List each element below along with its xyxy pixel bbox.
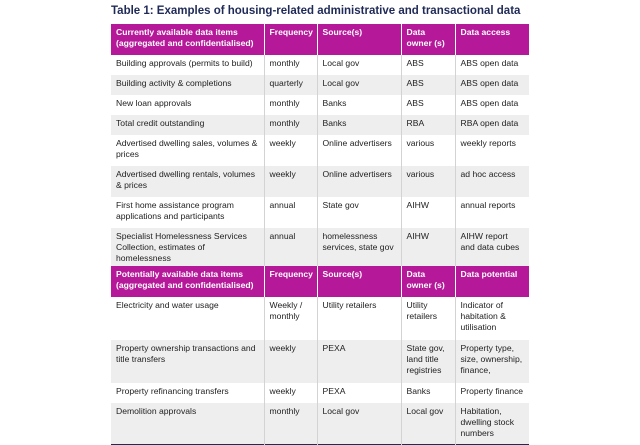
cell-frequency: weekly	[264, 135, 317, 166]
cell-owner: AIHW	[401, 197, 455, 228]
cell-access: ad hoc access	[455, 166, 529, 197]
cell-owner: Local gov	[401, 403, 455, 445]
housing-data-table	[111, 24, 529, 445]
cell-source: State gov	[317, 197, 401, 228]
cell-owner: RBA	[401, 115, 455, 135]
cell-item: Electricity and water usage	[111, 297, 264, 340]
header-cell-items: Potentially available data items (aggregated and confidentialised)	[111, 266, 264, 297]
cell-source: Local gov	[317, 403, 401, 445]
cell-frequency: weekly	[264, 340, 317, 383]
table-row	[111, 75, 529, 95]
cell-owner: AIHW	[401, 228, 455, 266]
cell-source: Local gov	[317, 55, 401, 75]
header-cell-potential: Data potential	[455, 266, 529, 297]
table-row	[111, 166, 529, 197]
cell-item: Advertised dwelling sales, volumes & prices	[111, 135, 264, 166]
cell-frequency: monthly	[264, 403, 317, 445]
header-cell-frequency: Frequency	[264, 24, 317, 55]
table-row	[111, 340, 529, 383]
cell-potential: Habitation, dwelling stock numbers	[455, 403, 529, 445]
table-row	[111, 383, 529, 403]
cell-frequency: monthly	[264, 55, 317, 75]
cell-owner: various	[401, 135, 455, 166]
header-cell-access: Data access	[455, 24, 529, 55]
header-row-potential	[111, 266, 529, 297]
cell-access: ABS open data	[455, 75, 529, 95]
cell-source: PEXA	[317, 383, 401, 403]
table-row	[111, 55, 529, 75]
cell-access: AIHW report and data cubes	[455, 228, 529, 266]
cell-source: Banks	[317, 115, 401, 135]
cell-item: Building activity & completions	[111, 75, 264, 95]
header-cell-items: Currently available data items (aggregated and confidentialised)	[111, 24, 264, 55]
cell-item: Property refinancing transfers	[111, 383, 264, 403]
table-title: Table 1: Examples of housing-related administrative and transactional data	[111, 5, 521, 17]
cell-frequency: annual	[264, 197, 317, 228]
cell-item: Specialist Homelessness Services Collection, estimates of homelessness	[111, 228, 264, 266]
cell-item: New loan approvals	[111, 95, 264, 115]
header-row-current	[111, 24, 529, 55]
table-row	[111, 403, 529, 445]
cell-frequency: weekly	[264, 383, 317, 403]
cell-frequency: monthly	[264, 95, 317, 115]
cell-source: Utility retailers	[317, 297, 401, 340]
cell-access: ABS open data	[455, 55, 529, 75]
cell-source: Online advertisers	[317, 166, 401, 197]
table-row	[111, 95, 529, 115]
cell-potential: Property type, size, ownership, finance,	[455, 340, 529, 383]
header-cell-sources: Source(s)	[317, 24, 401, 55]
cell-potential: Indicator of habitation & utilisation	[455, 297, 529, 340]
cell-owner: Banks	[401, 383, 455, 403]
cell-owner: Utility retailers	[401, 297, 455, 340]
cell-owner: State gov, land title registries	[401, 340, 455, 383]
cell-owner: ABS	[401, 55, 455, 75]
cell-access: weekly reports	[455, 135, 529, 166]
header-cell-frequency: Frequency	[264, 266, 317, 297]
cell-owner: ABS	[401, 75, 455, 95]
cell-owner: ABS	[401, 95, 455, 115]
table-row	[111, 197, 529, 228]
cell-item: Total credit outstanding	[111, 115, 264, 135]
cell-frequency: Weekly / monthly	[264, 297, 317, 340]
cell-access: annual reports	[455, 197, 529, 228]
cell-owner: various	[401, 166, 455, 197]
table-row	[111, 228, 529, 266]
cell-frequency: monthly	[264, 115, 317, 135]
table-row	[111, 297, 529, 340]
cell-item: Building approvals (permits to build)	[111, 55, 264, 75]
cell-source: Banks	[317, 95, 401, 115]
cell-frequency: quarterly	[264, 75, 317, 95]
cell-item: Property ownership transactions and title transfers	[111, 340, 264, 383]
cell-source: Online advertisers	[317, 135, 401, 166]
cell-source: PEXA	[317, 340, 401, 383]
cell-access: RBA open data	[455, 115, 529, 135]
cell-item: First home assistance program applications and participants	[111, 197, 264, 228]
header-cell-owner: Data owner (s)	[401, 266, 455, 297]
table-row	[111, 115, 529, 135]
cell-frequency: weekly	[264, 166, 317, 197]
cell-frequency: annual	[264, 228, 317, 266]
cell-source: homelessness services, state gov	[317, 228, 401, 266]
cell-source: Local gov	[317, 75, 401, 95]
cell-item: Demolition approvals	[111, 403, 264, 445]
table-row	[111, 135, 529, 166]
cell-potential: Property finance	[455, 383, 529, 403]
cell-item: Advertised dwelling rentals, volumes & prices	[111, 166, 264, 197]
header-cell-owner: Data owner (s)	[401, 24, 455, 55]
header-cell-sources: Source(s)	[317, 266, 401, 297]
cell-access: ABS open data	[455, 95, 529, 115]
